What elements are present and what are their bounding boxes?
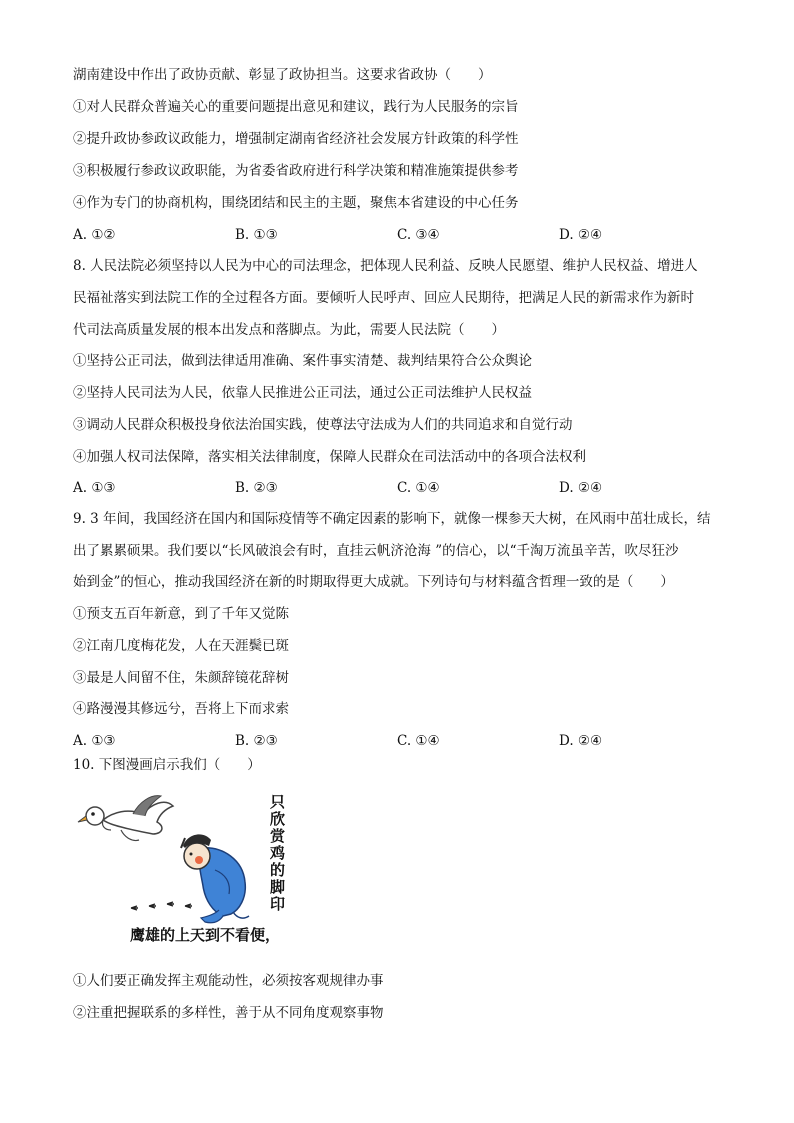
q9-stem-line-2: 出了累累硕果。我们要以“长风破浪会有时，直挂云帆济沧海 ”的信心，以“千淘万流虽辛苦，吹尽狂沙 — [73, 543, 679, 559]
cartoon-vertical-char-4: 鸡 — [270, 844, 286, 862]
q9-option-b: B. ②③ — [235, 733, 278, 749]
q8-item-2: ②坚持人民司法为人民，依靠人民推进公正司法，通过公正司法维护人民权益 — [73, 385, 532, 401]
cartoon-vertical-char-1: 只 — [270, 793, 286, 811]
q7-item-2: ②提升政协参政议政能力，增强制定湖南省经济社会发展方针政策的科学性 — [73, 131, 519, 147]
cartoon-caption: 鹰雄的上天到不看便， — [130, 926, 281, 944]
q8-option-c: C. ①④ — [397, 480, 440, 496]
q9-item-2: ②江南几度梅花发，人在天涯鬓已斑 — [73, 638, 289, 654]
q9-item-3: ③最是人间留不住，朱颜辞镜花辞树 — [73, 670, 289, 686]
q7-option-c: C. ③④ — [397, 227, 440, 243]
q8-item-4: ④加强人权司法保障，落实相关法律制度，保障人民群众在司法活动中的各项合法权利 — [73, 449, 586, 465]
q9-item-1: ①预支五百年新意，到了千年又觉陈 — [73, 606, 289, 622]
eagle-icon — [78, 796, 173, 841]
cartoon-vertical-char-3: 赏 — [270, 827, 286, 845]
cartoon-vertical-char-6: 脚 — [270, 878, 286, 896]
q8-item-1: ①坚持公正司法，做到法律适用准确、案件事实清楚、裁判结果符合公众舆论 — [73, 353, 532, 369]
q7-stem-tail: 湖南建设中作出了政协贡献、彰显了政协担当。这要求省政协（ ） — [73, 67, 492, 83]
person-icon — [181, 834, 249, 922]
q10-item-1: ①人们要正确发挥主观能动性，必须按客观规律办事 — [73, 973, 384, 989]
q9-item-4: ④路漫漫其修远兮，吾将上下而求索 — [73, 701, 289, 717]
q10-item-2: ②注重把握联系的多样性，善于从不同角度观察事物 — [73, 1005, 384, 1021]
cartoon-vertical-char-5: 的 — [270, 861, 286, 879]
q8-stem-line-2: 民福祉落实到法院工作的全过程各方面。要倾听人民呼声、回应人民期待，把满足人民的新需求作为新时 — [73, 290, 694, 306]
q10-stem: 10. 下图漫画启示我们（ ） — [73, 757, 261, 773]
q7-item-3: ③积极履行参政议政职能，为省委省政府进行科学决策和精准施策提供参考 — [73, 163, 519, 179]
q9-option-d: D. ②④ — [559, 733, 603, 749]
q9-stem-line-1: 9. 3 年间，我国经济在国内和国际疫情等不确定因素的影响下，就像一棵参天大树，在风雨中茁壮成长，结 — [73, 511, 711, 527]
q8-option-a: A. ①③ — [73, 480, 116, 496]
q8-item-3: ③调动人民群众积极投身依法治国实践，使尊法守法成为人们的共同追求和自觉行动 — [73, 417, 573, 433]
cartoon-vertical-char-7: 印 — [270, 895, 286, 913]
q9-stem-line-3: 始到金”的恒心，推动我国经济在新的时期取得更大成就。下列诗句与材料蕴含哲理一致的是（ ） — [73, 574, 674, 590]
q7-option-d: D. ②④ — [559, 227, 603, 243]
chicken-footprints-icon — [131, 902, 192, 910]
cartoon-vertical-char-2: 欣 — [270, 810, 286, 828]
q7-option-b: B. ①③ — [235, 227, 278, 243]
q8-option-b: B. ②③ — [235, 480, 278, 496]
q9-option-c: C. ①④ — [397, 733, 440, 749]
q9-option-a: A. ①③ — [73, 733, 116, 749]
q8-stem-line-3: 代司法高质量发展的根本出发点和落脚点。为此，需要人民法院（ ） — [73, 322, 505, 338]
q8-stem-line-1: 8. 人民法院必须坚持以人民为中心的司法理念，把体现人民利益、反映人民愿望、维护人民权益、增进人 — [73, 258, 698, 274]
q8-option-d: D. ②④ — [559, 480, 603, 496]
q7-item-4: ④作为专门的协商机构，围绕团结和民主的主题，聚焦本省建设的中心任务 — [73, 195, 519, 211]
q7-item-1: ①对人民群众普遍关心的重要问题提出意见和建议，践行为人民服务的宗旨 — [73, 99, 519, 115]
q7-option-a: A. ①② — [73, 227, 116, 243]
